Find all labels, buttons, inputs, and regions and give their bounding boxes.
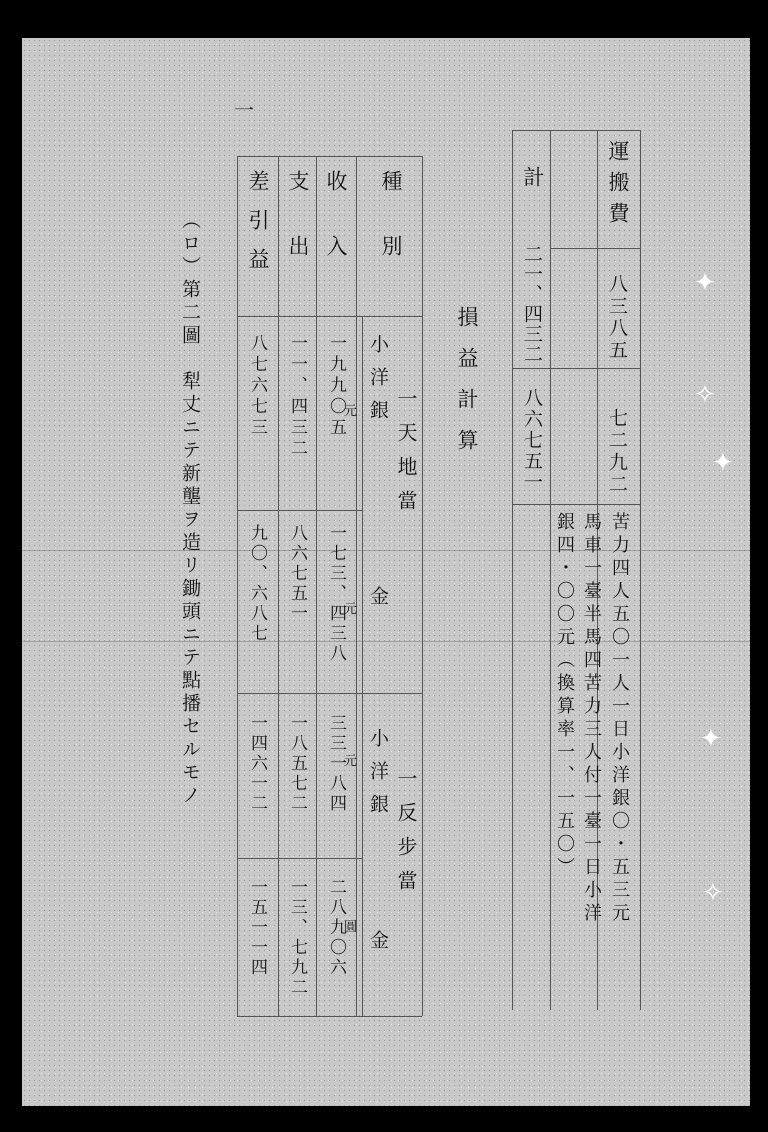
transport-note-line-2: 馬車一臺半馬四苦力三人付一臺一日小洋 xyxy=(581,512,602,926)
total-label: 計 xyxy=(521,166,545,187)
subheader-silver-1: 小洋銀 xyxy=(367,334,389,433)
income-tianti-silver: 一九九〇五 xyxy=(326,334,346,439)
total-value-2: 八六七五一 xyxy=(521,388,543,493)
unit-yuan-2: 元 xyxy=(344,602,358,617)
unit-yuan-1: 元 xyxy=(344,404,358,419)
scan-mark: ✧ xyxy=(702,878,724,908)
income-tanbu-gold: 二八九〇六 xyxy=(326,878,346,978)
transport-value-1: 八三八五 xyxy=(606,274,628,362)
group-header-per-tianti: 一天地當 xyxy=(394,388,418,524)
net-tianti-gold: 九〇、六八七 xyxy=(247,524,267,644)
unit-yen: 圓 xyxy=(344,920,358,935)
subheader-gold-1: 金 xyxy=(367,586,389,605)
scan-mark: ✦ xyxy=(712,448,734,478)
net-tanbu-silver: 一四六一二 xyxy=(247,714,267,814)
net-tianti-silver: 八七六七三 xyxy=(247,334,267,439)
expense-tanbu-gold: 一三、七九二 xyxy=(287,878,307,998)
row-label-income: 收入 xyxy=(324,170,348,300)
income-tanbu-silver: 三三一八四 xyxy=(326,714,346,814)
net-tanbu-gold: 一五一一四 xyxy=(247,878,267,978)
page-number: 一 xyxy=(234,98,254,122)
transport-note-line-3: 銀四・〇〇元（換算率一、一五〇） xyxy=(554,512,575,880)
scan-mark: ✦ xyxy=(700,724,722,754)
income-tianti-gold: 一七三、四三八 xyxy=(326,524,346,664)
section-title: 損益計算 xyxy=(455,306,479,470)
expense-tianti-silver: 一一、四三二 xyxy=(287,334,307,460)
unit-yuan-3: 元 xyxy=(344,754,358,769)
subheader-silver-2: 小洋銀 xyxy=(367,728,389,827)
group-header-per-tanbu: 一反步當 xyxy=(394,768,418,904)
header-label: 種別 xyxy=(379,170,403,300)
row-label-expense: 支出 xyxy=(286,170,310,300)
document-page xyxy=(22,38,750,1106)
expense-tanbu-silver: 一八五七二 xyxy=(287,714,307,814)
expense-tianti-gold: 八六七五一 xyxy=(287,524,307,624)
transport-note-line-1: 苦力四人五〇一人一日小洋銀〇・五三元 xyxy=(609,512,630,926)
scan-mark: ✦ xyxy=(694,268,716,298)
figure-caption: （ロ）第二圖 犁丈ニテ新壟ヲ造リ鋤頭ニテ點播セルモノ xyxy=(179,210,201,808)
subheader-gold-2: 金 xyxy=(367,930,389,949)
row-label-net: 差引益 xyxy=(246,170,270,287)
transport-value-2: 七二九二 xyxy=(606,408,628,496)
total-value-1: 二一、四三二 xyxy=(521,244,543,364)
row-label-transport: 運搬費 xyxy=(606,140,630,233)
scan-mark: ✧ xyxy=(694,380,716,410)
